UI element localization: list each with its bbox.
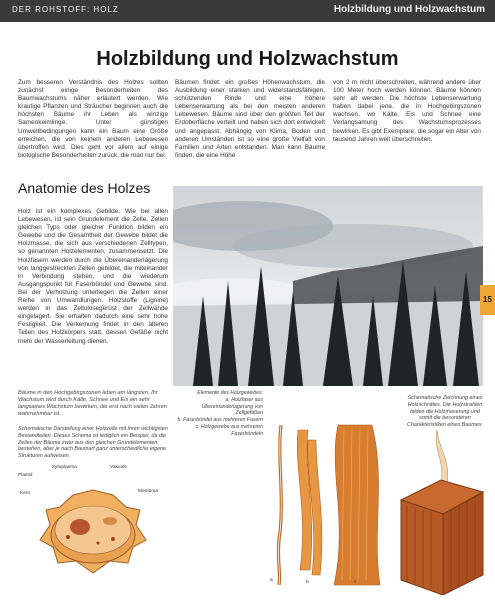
page-title: Holzbildung und Holzwachstum bbox=[96, 48, 399, 70]
element-c: c. Holzgewebe aus mehreren Faserbündeln bbox=[195, 423, 263, 437]
intro-column-2: Bäumen findet: ein großes Höhenwachstum, die Ausbildung einer starken und widerstandsfähigen, schützenden Rinde und eine höhere Lebenserwartung als bei den meisten anderen Lebewesen. Bäume sind über den größten Teil der Erdoberfläche verteilt und haben sich dort entwickelt und angepasst. Abhängig von Klima, Boden und anderen Umständen ist so eine große Vielfalt von Familien und Arten entstanden. Man kann Bäume finden, die eine Höhe bbox=[175, 79, 325, 159]
page-header bbox=[0, 0, 495, 22]
elements-caption bbox=[173, 390, 263, 438]
fiber-label-c: c bbox=[354, 580, 357, 585]
cell-diagram bbox=[18, 455, 168, 595]
label-zytoplasma: Zytoplasma bbox=[52, 465, 77, 470]
fiber-diagram bbox=[268, 420, 388, 590]
chapter-label: Holzbildung und Holzwachstum bbox=[333, 4, 485, 15]
fiber-label-a: a bbox=[270, 578, 273, 583]
intro-column-1: Zum besseren Verständnis des Holzes sollten zunächst einige Besonderheiten des Baumwachstums näher erläutert werden. Wie krautige Pflanzen und Sträucher beginnen auch die höchsten Bäume ihr Leben als winzige Samenkeimlinge. Unter günstigen Umweltbedingungen kann ein Baum eine Größe erreichen, die von keinem anderen Lebewesen übertroffen wird. Dies geht vor allem auf einige biologische Besonderheiten zurück, die man nur bei bbox=[18, 79, 168, 159]
label-plastid: Plastid bbox=[18, 473, 33, 478]
label-membran: Membran bbox=[138, 489, 159, 494]
intro-column-3: von 2 m nicht überschreiten, während andere über 100 Meter hoch werden können. Bäume können sehr alt werden. Die höchste Lebenserwartung haben dabei jene, die in Hochgebirgszonen wachsen, wo Kälte, Eis und Schnee eine Verlangsamung des Wachstumsprozesses bewirken. Es gibt Exemplare, die sogar ein Alter von tausend Jahren weit überschreiten. bbox=[333, 79, 481, 143]
forest-photo bbox=[173, 186, 483, 386]
wood-block-diagram bbox=[393, 430, 485, 595]
element-b: b. Faserbündel aus mehreren Fasern bbox=[177, 417, 263, 424]
block-caption: Schematische Zeichnung eines Holzschnittes. Die Holzstrahlen bilden die Holzmaserung und somit die besonderen Charakteristiken eines Baumes. bbox=[406, 395, 484, 429]
label-vakuole: Vakuole bbox=[110, 465, 127, 470]
anatomy-text: Holz ist ein komplexes Gebilde. Wie bei allen Lebewesen, ist sein Grundelement die Zelle. Zellen gleichen Typs oder gleicher Funktion bilden ein Gewebe und die Gesamtheit der Gewebe bildet die Holzmasse, die sich aus verschiedenen Zelltypen, so genannten Holzelementen, zusammensetzt. Die Holzfasern werden durch die Übereinanderlagerung von langgestreckten Zellen gebildet, die miteinander in Verbindung stehen, und die wiederum Ausgangspunkt für Faserbündel und Gewebe sind. Bei der Verholzung unterliegen die Zellen einer Reihe von Umwandlungen. Holzstoffe (Lignine) werden in das Zellulosegerüst der Zellwände eingelagert. Sie erhalten dadurch eine sehr hohe Festigkeit. Die Verkernung findet in den älteren Teilen des Holzkörpers statt, dessen Gefäße nicht mehr der Wasserleitung dienen. bbox=[18, 208, 168, 345]
element-a: a. Holzfaser aus Übereinanderlagerung von Zellgefäßen bbox=[201, 396, 263, 417]
elements-title: Elemente des Holzgewebes: bbox=[197, 390, 263, 396]
label-kern: Kern bbox=[20, 491, 31, 496]
section-heading: Anatomie des Holzes bbox=[18, 180, 151, 196]
fiber-label-b: b bbox=[306, 580, 309, 585]
photo-caption: Bäume in den Hochgebirgszonen leben am längsten. Ihr Wachstum wird durch Kälte, Schnee und Eis ein sehr langsames Wachstum bewirken, die erst nach vielen Jahren wahrnehmbar ist. bbox=[18, 390, 167, 417]
cell-caption: Schematische Darstellung einer Holzzelle mit ihren wichtigsten Bestandteilen. Dieses Schema ist lediglich ein Beispiel, da die Zellen der Bäume zwar aus den gleichen Grundelementen bestehen, aber je nach Baumart ganz unterschiedliche eigene Strukturen aufweisen. bbox=[18, 426, 168, 460]
section-label: DER ROHSTOFF: HOLZ bbox=[12, 5, 119, 14]
page-number-tab: 15 bbox=[480, 285, 495, 315]
